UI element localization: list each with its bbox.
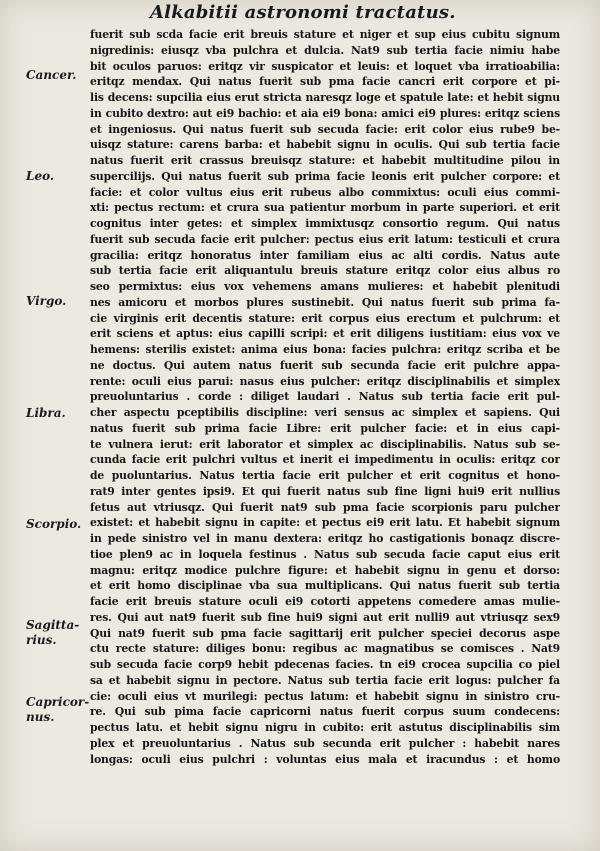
text-line: de puoluntarius. Natus tertia facie erit pulcher et erit cognitus et hono- [90, 469, 560, 482]
text-line: natus fuerit erit crassus breuisqz stature: et habebit multitudine pilou in [90, 154, 560, 167]
text-line: et erit homo disciplinae vba sua multiplicans. Qui natus fuerit sub tertia [90, 579, 560, 593]
margin-label-sagittarius [26, 618, 79, 648]
margin-label-leo: Leo. [26, 169, 55, 183]
text-line: in pede sinistro vel in manu dextera: eritqz ho castigationis bonaqz discre- [90, 532, 560, 545]
text-line: rente: oculi eius parui: nasus eius pulcher: eritqz disciplinabilis et simplex [90, 374, 560, 388]
margin-label-capricornus-part2: nus. [26, 710, 55, 724]
text-line: facie erit breuis stature oculi ei9 cotorti appetens comedere amas mulie- [90, 595, 560, 608]
text-line: seo permixtus: eius vox vehemens amans mulieres: et habebit plenitudi [90, 280, 560, 293]
text-line: cie virginis erit decentis stature: erit corpus eius erectum et pulchrum: et [90, 311, 560, 325]
text-line: magnu: eritqz modice pulchre figure: et habebit signu in genu et dorso: [90, 563, 560, 577]
text-line: fuerit sub scda facie erit breuis stature et niger et sup eius cubitu signum [90, 28, 560, 41]
text-line: facie: et color vultus eius erit rubeus albo commixtus: oculi eius commi- [90, 185, 560, 199]
text-line: fetus aut vtriusqz. Qui fuerit nat9 sub pma facie scorpionis paru pulcher [90, 500, 560, 514]
text-line: nigredinis: eiusqz vba pulchra et dulcia. Nat9 sub tertia facie nimiu habe [90, 43, 560, 57]
margin-label-scorpio: Scorpio. [26, 517, 82, 531]
margin-label-sagittarius-part2: rius. [26, 633, 57, 647]
text-line: sa et habebit signu in pectore. Natus sub tertia facie erit logus: pulcher fa [90, 673, 560, 687]
main-text-block [90, 27, 560, 767]
text-line: plex et preuoluntarius . Natus sub secunda erit pulcher : habebit nares [90, 736, 560, 750]
text-line: pectus latu. et hebit signu nigru in cubito: erit astutus disciplinabilis sim [90, 721, 560, 734]
text-line: cher aspectu pceptibilis discipline: veri sensus ac simplex et sapiens. Qui [90, 406, 560, 419]
text-line: ne doctus. Qui autem natus fuerit sub secunda facie erit pulchre appa- [90, 358, 560, 372]
text-line: cunda facie erit pulchri vultus et inerit ei impedimentu in oculis: eritqz cor [90, 453, 560, 467]
margin-label-virgo: Virgo. [26, 294, 67, 308]
text-line: res. Qui aut nat9 fuerit sub fine hui9 signi aut erit nulli9 aut vtriusqz sex9 [90, 610, 560, 624]
text-line: re. Qui sub pima facie capricorni natus fuerit corpus suum condecens: [90, 705, 560, 719]
text-line: Qui nat9 fuerit sub pma facie sagittarij erit pulcher speciei decorus aspe [90, 626, 560, 640]
margin-label-capricornus [26, 695, 89, 725]
text-line: erit sciens et aptus: eius capilli scripi: et erit diligens iustitiam: eius vox ve [90, 327, 560, 341]
text-line: nes amicoru et morbos plures sustinebit. Qui natus fuerit sub prima fa- [90, 295, 560, 309]
text-line: lis decens: supcilia eius erut stricta naresqz loge et spatule late: et hebit signu [90, 91, 560, 104]
text-line: hemens: sterilis existet: anima eius bona: facies pulchra: eritqz scriba et be [90, 343, 560, 356]
margin-label-sagittarius-part1: Sagitta- [26, 618, 80, 632]
text-line: sub secuda facie corp9 hebit pdecenas facies. tn ei9 crocea supcilia co piel [90, 658, 560, 671]
page-header-title: Alkabitii astronomi tractatus. [150, 2, 456, 23]
text-line: supercilijs. Qui natus fuerit sub prima facie leonis erit pulcher corpore: et [90, 169, 560, 183]
text-line: rat9 inter gentes ipsi9. Et qui fuerit natus sub fine ligni hui9 erit nullius [90, 484, 560, 498]
margin-label-cancer: Cancer. [26, 68, 77, 82]
text-line: preuoluntarius . corde : diliget laudari . Natus sub tertia facie erit pul- [90, 390, 560, 404]
text-line: tioe plen9 ac in loquela festinus . Natus sub secuda facie caput eius erit [90, 547, 560, 561]
text-line: bit oculos paruos: eritqz vir suspicator et leuis: et loquet vba irratioabilia: [90, 59, 560, 73]
text-line: in cubito dextro: aut ei9 bachio: et aia ei9 bona: amici ei9 plures: eritqz sciens [90, 106, 560, 120]
text-line: fuerit sub secuda facie erit pulcher: pectus eius erit latum: testiculi et crura [90, 232, 560, 246]
text-line: natus fuerit sub prima facie Libre: erit pulcher facie: et in eius capi- [90, 421, 560, 435]
text-line: xti: pectus rectum: et crura sua patientur morbum in parte superiori. et erit [90, 201, 560, 215]
text-line: eritqz mendax. Qui natus fuerit sub pma facie cancri erit corpore et pi- [90, 75, 560, 89]
text-line: gracilia: eritqz honoratus inter familiam eius ac alti cordis. Natus aute [90, 248, 560, 262]
text-line: uisqz stature: carens barba: et habebit signu in oculis. Qui sub tertia facie [90, 138, 560, 152]
margin-label-libra: Libra. [26, 406, 66, 420]
text-line: cognitus inter getes: et simplex immixtusqz consortio regum. Qui natus [90, 217, 560, 230]
text-line: longas: oculi eius pulchri : voluntas eius mala et iracundus : et homo [90, 752, 560, 766]
text-line: te vulnera ierut: erit laborator et simplex ac disciplinabilis. Natus sub se- [90, 437, 560, 451]
text-line: et ingeniosus. Qui natus fuerit sub secuda facie: erit color eius rube9 be- [90, 122, 560, 136]
margin-label-capricornus-part1: Capricor- [26, 695, 90, 709]
text-line: existet: et habebit signu in capite: et pectus ei9 erit latu. Et habebit signum [90, 516, 560, 530]
text-line: cie: oculi eius vt murilegi: pectus latum: et habebit signu in sinistro cru- [90, 689, 560, 703]
text-line: sub tertia facie erit aliquantulu breuis stature eritqz color eius albus ro [90, 264, 560, 278]
text-line: ctu recte stature: diliges bonu: regibus ac magnatibus se comisces . Nat9 [90, 642, 560, 656]
